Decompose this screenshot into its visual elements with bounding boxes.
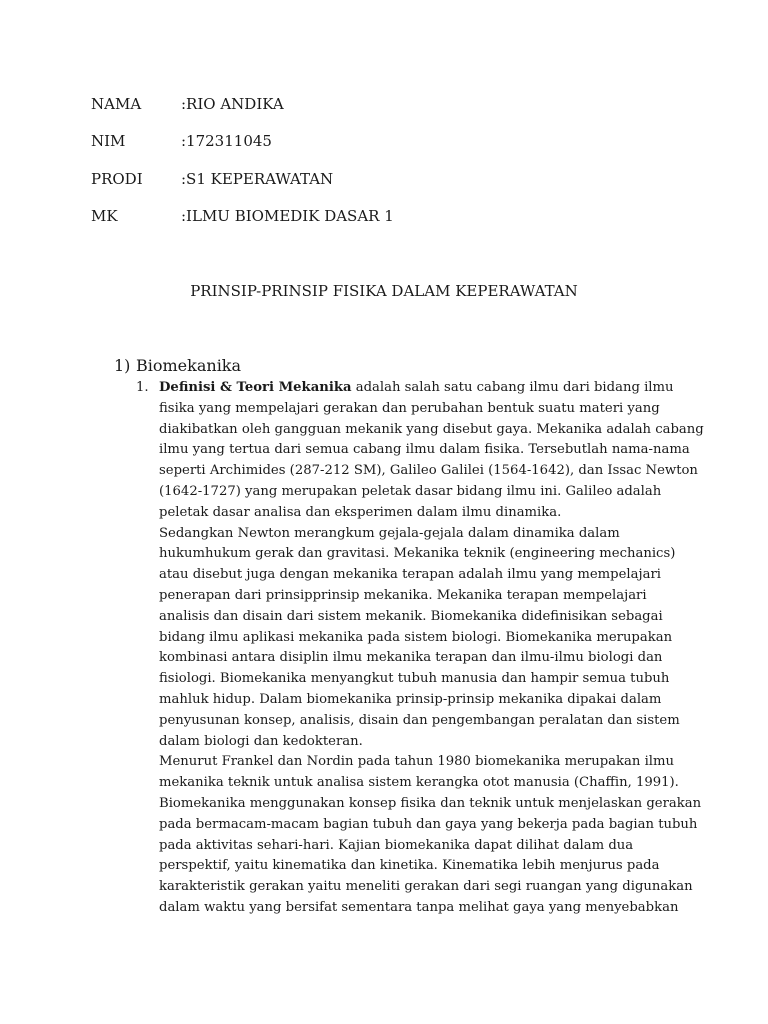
section-heading-text: Biomekanika [136,356,242,375]
paragraph-line: ilmu yang tertua dari semua cabang ilmu dalam fisika. Tersebutlah nama-nama [159,442,690,458]
paragraph-line: kombinasi antara disiplin ilmu mekanika terapan dan ilmu-ilmu biologi dan [159,650,663,666]
identity-label: MK [91,207,118,225]
section-number: 1) [114,356,131,375]
identity-value: :RIO ANDIKA [181,95,284,113]
identity-row-prodi [91,169,333,189]
document-title: PRINSIP-PRINSIP FISIKA DALAM KEPERAWATAN [190,282,578,300]
identity-row-nama [91,94,284,114]
identity-label: NAMA [91,95,142,113]
paragraph-line: peletak dasar analisa dan eksperimen dalam ilmu dinamika. [159,504,562,520]
paragraph-line: Menurut Frankel dan Nordin pada tahun 1980 biomekanika merupakan ilmu [159,754,675,770]
paragraph-line: pada aktivitas sehari-hari. Kajian biomekanika dapat dilihat dalam dua [159,837,634,853]
paragraph-line: penerapan dari prinsipprinsip mekanika. Mekanika terapan mempelajari [159,587,647,603]
paragraph-line: (1642-1727) yang merupakan peletak dasar bidang ilmu ini. Galileo adalah [159,483,662,499]
paragraph-line: mahluk hidup. Dalam biomekanika prinsip-prinsip mekanika dipakai dalam [159,691,662,707]
paragraph-line: perspektif, yaitu kinematika dan kinetika. Kinematika lebih menjurus pada [159,858,660,874]
paragraph-line: fisiologi. Biomekanika menyangkut tubuh manusia dan hampir semua tubuh [159,671,670,687]
paragraph-line: mekanika teknik untuk analisa sistem kerangka otot manusia (Chaffin, 1991). [159,775,679,791]
paragraph-line: diakibatkan oleh gangguan mekanik yang disebut gaya. Mekanika adalah cabang [159,421,704,437]
paragraph-line: Biomekanika menggunakan konsep fisika dan teknik untuk menjelaskan gerakan [159,795,702,811]
identity-row-mk [91,206,394,226]
paragraph-line: karakteristik gerakan yaitu meneliti gerakan dari segi ruangan yang digunakan [159,879,693,895]
paragraph-line: analisis dan disain dari sistem mekanik. Biomekanika didefinisikan sebagai [159,608,663,624]
section-heading [114,356,241,376]
line-text: adalah salah satu cabang ilmu dari bidang ilmu [351,380,674,395]
paragraph-line: dalam waktu yang bersifat sementara tanpa melihat gaya yang menyebabkan [159,899,679,915]
identity-label: NIM [91,132,126,150]
paragraph-line: pada bermacam-macam bagian tubuh dan gaya yang bekerja pada bagian tubuh [159,816,698,832]
paragraph-line: fisika yang mempelajari gerakan dan perubahan bentuk suatu materi yang [159,400,660,416]
paragraph-line: dalam biologi dan kedokteran. [159,733,363,749]
identity-value: :ILMU BIOMEDIK DASAR 1 [181,207,394,225]
paragraph-line: penyusunan konsep, analisis, disain dan pengembangan peralatan dan sistem [159,712,680,728]
item-term: Definisi & Teori Mekanika [159,380,352,395]
paragraph-line: atau disebut juga dengan mekanika terapan adalah ilmu yang mempelajari [159,567,661,583]
paragraph-line: bidang ilmu aplikasi mekanika pada sistem biologi. Biomekanika merupakan [159,629,673,645]
identity-value: :172311045 [181,132,272,150]
paragraph-line: hukumhukum gerak dan gravitasi. Mekanika teknik (engineering mechanics) [159,546,676,562]
item-number: 1. [136,380,149,395]
paragraph-line: Sedangkan Newton merangkum gejala-gejala dalam dinamika dalam [159,525,620,541]
paragraph-line: seperti Archimides (287-212 SM), Galileo Galilei (1564-1642), dan Issac Newton [159,463,698,479]
item-body [159,378,704,919]
paragraph-line [159,378,681,399]
identity-label: PRODI [91,170,143,188]
identity-row-nim [91,131,272,151]
identity-value: :S1 KEPERAWATAN [181,170,334,188]
